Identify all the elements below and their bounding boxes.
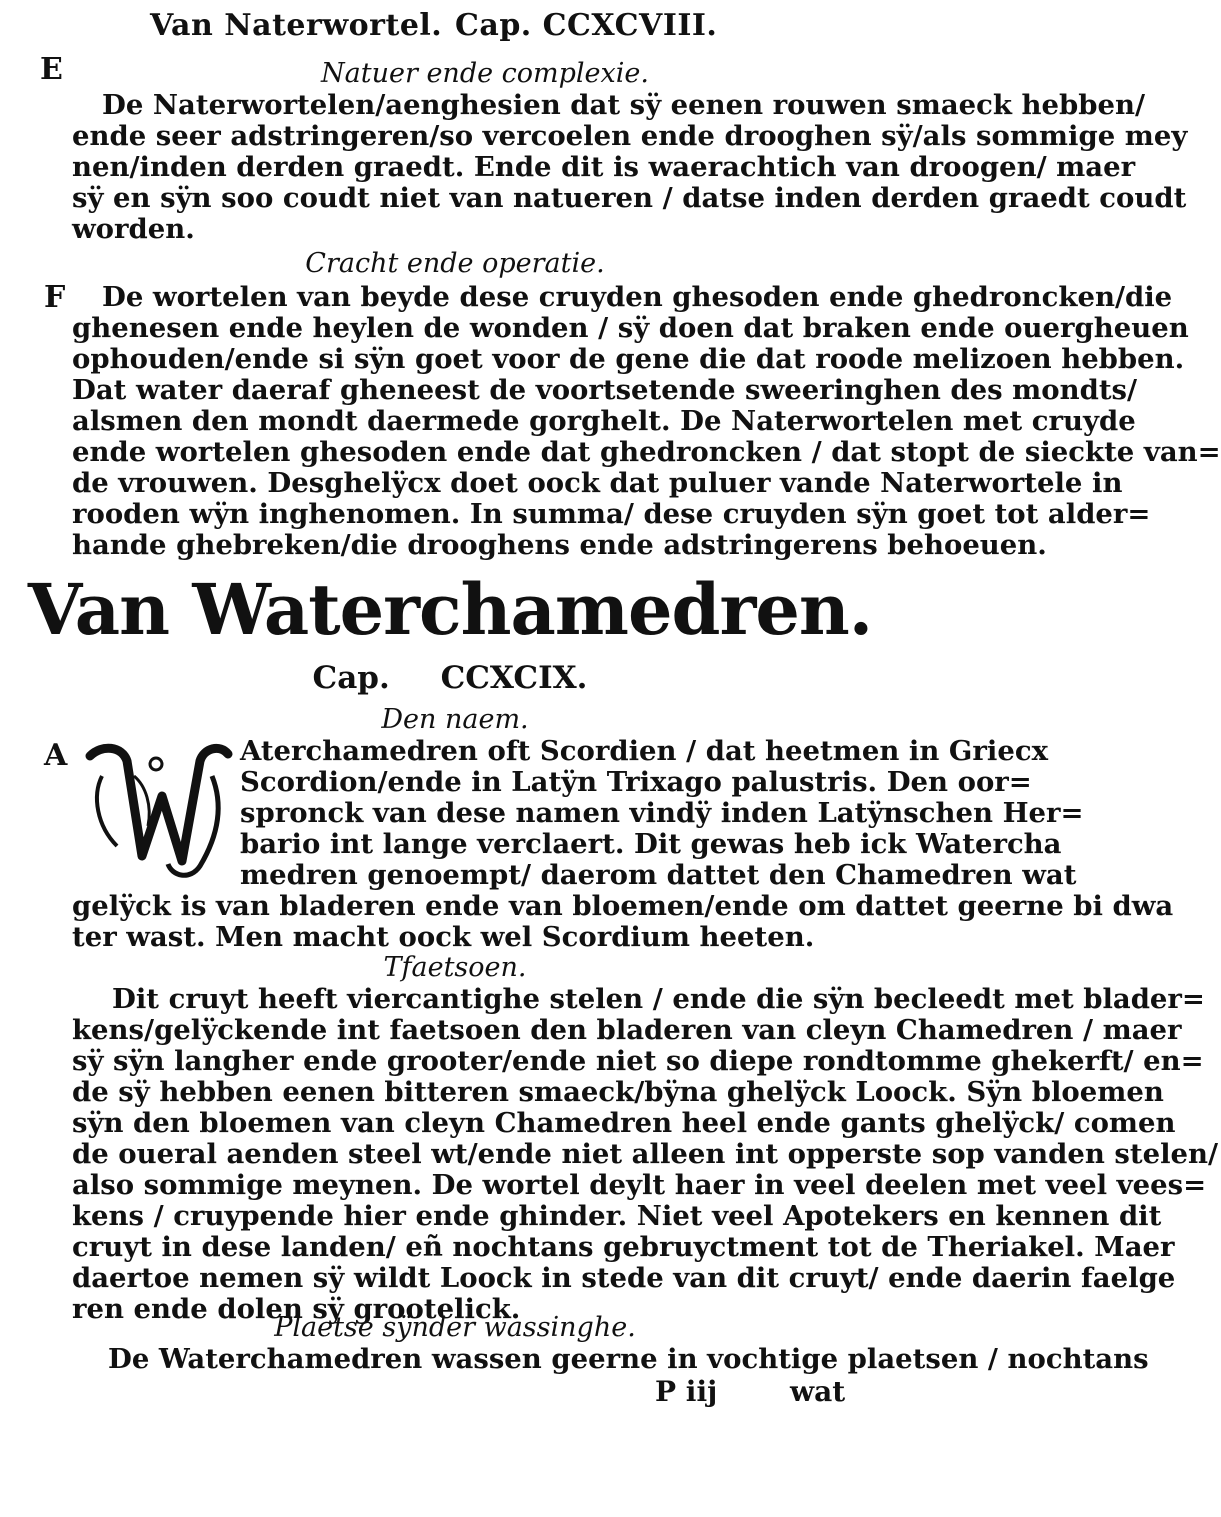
running-title: Van Naterwortel. <box>150 8 443 43</box>
text-line: Dit cruyt heeft viercantighe stelen / ende die sÿn becleedt met blader= <box>112 983 1205 1015</box>
running-header <box>150 8 860 48</box>
text-line: spronck van dese namen vindÿ inden Latÿnschen Her= <box>240 797 1084 829</box>
section-heading-nature: Natuer ende complexie. <box>321 58 649 89</box>
decorated-initial-w <box>82 736 232 886</box>
section-heading-place: Plaetse sÿnder wassinghe. <box>274 1312 636 1343</box>
chapter-number: Cap. CCXCIX. <box>312 660 588 696</box>
text-line: daertoe nemen sÿ wildt Loock in stede van dit cruyt/ ende daerin faelge <box>72 1262 1176 1294</box>
text-line: ter wast. Men macht oock wel Scordium heeten. <box>72 921 815 953</box>
paragraph-nature <box>72 90 1187 245</box>
paragraph-name-indented <box>240 736 1084 891</box>
text-line: De Waterchamedren wassen geerne in vochtige plaetsen / nochtans <box>108 1343 1149 1375</box>
paragraph-force <box>72 282 1221 561</box>
text-line: ophouden/ende si sÿn goet voor de gene die dat roode melizoen hebben. <box>72 343 1185 375</box>
paragraph-form <box>72 984 1218 1325</box>
text-line: ghenesen ende heylen de wonden / sÿ doen dat braken ende ouergheuen <box>72 312 1189 344</box>
text-line: medren genoempt/ daerom dattet den Chamedren wat <box>240 859 1077 891</box>
text-line: kens / cruypende hier ende ghinder. Niet veel Apotekers en kennen dit <box>72 1200 1162 1232</box>
text-line: ende wortelen ghesoden ende dat ghedroncken / dat stopt de sieckte van= <box>72 436 1221 468</box>
text-line: bario int lange verclaert. Dit gewas heb ick Watercha <box>240 828 1062 860</box>
text-line: de oueral aenden steel wt/ende niet alleen int opperste sop vanden stelen/ <box>72 1138 1219 1170</box>
text-line: alsmen den mondt daermede gorghelt. De Naterwortelen met cruyde <box>72 405 1136 437</box>
text-line: De Naterwortelen/aenghesien dat sÿ eenen rouwen smaeck hebben/ <box>102 89 1145 121</box>
text-line: De wortelen van beyde dese cruyden ghesoden ende ghedroncken/die <box>102 281 1173 313</box>
chapter-number-header: Cap. CCXCVIII. <box>455 8 718 43</box>
text-line: de sÿ hebben eenen bitteren smaeck/bÿna ghelÿck Loock. Sÿn bloemen <box>72 1076 1164 1108</box>
margin-letter-e: E <box>40 52 63 87</box>
section-heading-name: Den naem. <box>381 704 529 735</box>
text-line: also sommige meynen. De wortel deylt haer in veel deelen met veel vees= <box>72 1169 1207 1201</box>
text-line: Dat water daeraf gheneest de voortsetende sweeringhen des mondts/ <box>72 374 1138 406</box>
text-line: kens/gelÿckende int faetsoen den bladeren van cleyn Chamedren / maer <box>72 1014 1182 1046</box>
text-line: rooden wÿn inghenomen. In summa/ dese cruyden sÿn goet tot alder= <box>72 498 1151 530</box>
catchword: wat <box>790 1375 846 1408</box>
margin-letter-a: A <box>44 738 68 773</box>
chapter-title: Van Waterchamedren. <box>27 568 873 651</box>
text-line: nen/inden derden graedt. Ende dit is waerachtich van droogen/ maer <box>72 151 1136 183</box>
initial-letter: W <box>157 880 160 882</box>
text-line: de vrouwen. Desghelÿcx doet oock dat puluer vande Naterwortele in <box>72 467 1123 499</box>
paragraph-place <box>72 1344 1149 1375</box>
text-line: sÿ sÿn langher ende grooter/ende niet so diepe rondtomme ghekerft/ en= <box>72 1045 1204 1077</box>
text-line: Scordion/ende in Latÿn Trixago palustris. Den oor= <box>240 766 1032 798</box>
text-line: hande ghebreken/die drooghens ende adstringerens behoeuen. <box>72 529 1047 561</box>
text-line: Aterchamedren oft Scordien / dat heetmen in Griecx <box>240 735 1048 767</box>
paragraph-name-full <box>72 891 1173 953</box>
signature-mark: P iij <box>655 1375 718 1408</box>
text-line: cruyt in dese landen/ eñ nochtans gebruyctment tot de Theriakel. Maer <box>72 1231 1175 1263</box>
text-line: sÿn den bloemen van cleyn Chamedren heel ende gants ghelÿck/ comen <box>72 1107 1176 1139</box>
section-heading-form: Tfaetsoen. <box>383 952 527 983</box>
margin-letter-f: F <box>44 280 66 315</box>
text-line: ren ende dolen sÿ grootelick. <box>72 1293 521 1325</box>
text-line: sÿ en sÿn soo coudt niet van natueren / datse inden derden graedt coudt <box>72 182 1187 214</box>
text-line: gelÿck is van bladeren ende van bloemen/ende om dattet geerne bi dwa <box>72 890 1174 922</box>
text-line: worden. <box>72 213 195 245</box>
text-line: ende seer adstringeren/so vercoelen ende drooghen sÿ/als sommige mey <box>72 120 1188 152</box>
section-heading-force: Cracht ende operatie. <box>305 248 605 279</box>
